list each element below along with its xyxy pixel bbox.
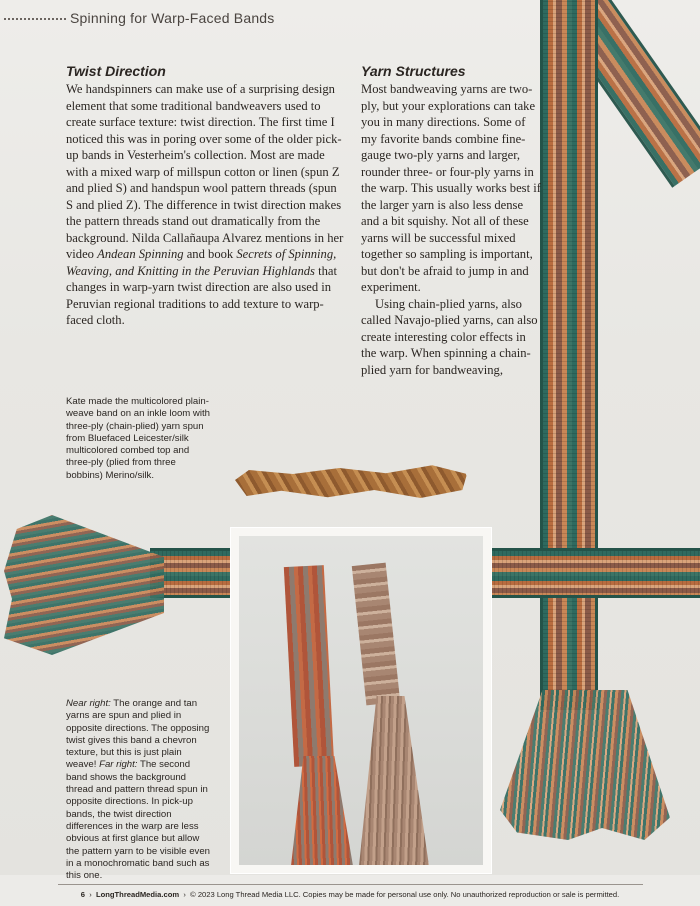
- running-head-dots: [4, 18, 66, 20]
- inset-photo-frame: [231, 528, 491, 873]
- caption-near-right-label: Near right:: [66, 698, 111, 709]
- yarn-structures-paragraph-2: Using chain-plied yarns, also called Navajo-plied yarns, can also create interesting color effects in the warp. When spinning a chain-plied yarn for bandweaving,: [361, 296, 538, 377]
- page-number: 6: [80, 890, 85, 899]
- footer-site-link[interactable]: LongThreadMedia.com: [95, 890, 180, 899]
- heading-yarn-structures: Yarn Structures: [361, 63, 466, 79]
- footer-separator-1: ›: [87, 890, 94, 899]
- orange-tan-tassel-image: [291, 756, 353, 865]
- running-head: [4, 9, 275, 27]
- heading-twist-direction: Twist Direction: [66, 63, 166, 79]
- footer-separator-2: ›: [181, 890, 188, 899]
- monochrome-band-image: [352, 563, 400, 706]
- footer-copyright: © 2023 Long Thread Media LLC. Copies may be made for personal use only. No unauthorized reproduction or sale is permitted.: [190, 890, 620, 899]
- caption-far-right-label: Far right:: [99, 759, 138, 771]
- running-head-title: Spinning for Warp-Faced Bands: [70, 10, 275, 26]
- twist-direction-paragraph: We handspinners can make use of a surprising design element that some traditional bandweavers used to create surface texture: twist direction. The first time I noticed this was in poring over some of the older pick-up bands in Vesterheim's collection. Most are made with a mixed warp of millspun cotton or linen (spun Z and plied S) and handspun wool pattern threads (spun S and plied Z). The difference in twist direction makes the pattern threads stand out dramatically from the background. Nilda Callañaupa Alvarez mentions in her video Andean Spinning and book Secrets of Spinning, Weaving, and Knitting in the Peruvian Highlands that changes in warp-yarn twist direction are also used in Peruvian regional traditions to add texture to warp-faced cloth.: [66, 82, 344, 327]
- woven-band-vertical-image: [540, 0, 598, 710]
- twist-direction-body: [66, 81, 344, 329]
- page-footer: [0, 890, 700, 899]
- inset-photo: [239, 536, 483, 865]
- yarn-structures-paragraph-1: Most bandweaving yarns are two-ply, but your explorations can take you in many directions. Some of my favorite bands combine fine-gauge two-ply yarns and larger, rounder three- or four-ply yarns in the warp. This usually works best if the larger yarn is also less dense and a bit squishy. Not all of these yarns will be successful mixed together so sampling is important, but don't be afraid to jump in and experiment.: [361, 82, 541, 294]
- footer-rule: [58, 884, 643, 885]
- caption-twist-bands: Near right: The orange and tan yarns are spun and plied in opposite directions. The opposing twist gives this band a chevron texture, but this is just plain weave! Far right: The second band shows the background thread and pattern thread spun in opposite directions. In pick-up bands, the twist direction differences in the warp are less obvious at first glance but allow the pattern yarn to be visible even in a monochromatic band such as this one.: [66, 698, 210, 882]
- book-title: Secrets of Spinning, Weaving, and Knitting in the Peruvian Highlands: [66, 247, 337, 278]
- yarn-structures-body: [361, 81, 541, 378]
- monochrome-tassel-image: [359, 696, 429, 865]
- video-title: Andean Spinning: [97, 247, 184, 261]
- caption-multicolored-band: Kate made the multicolored plain-weave band on an inkle loom with three-ply (chain-plied) yarn spun from Bluefaced Leicester/silk multicolored combed top and three-ply (plied from three bobbins) Merino/silk.: [66, 396, 210, 481]
- orange-tan-band-image: [284, 565, 334, 767]
